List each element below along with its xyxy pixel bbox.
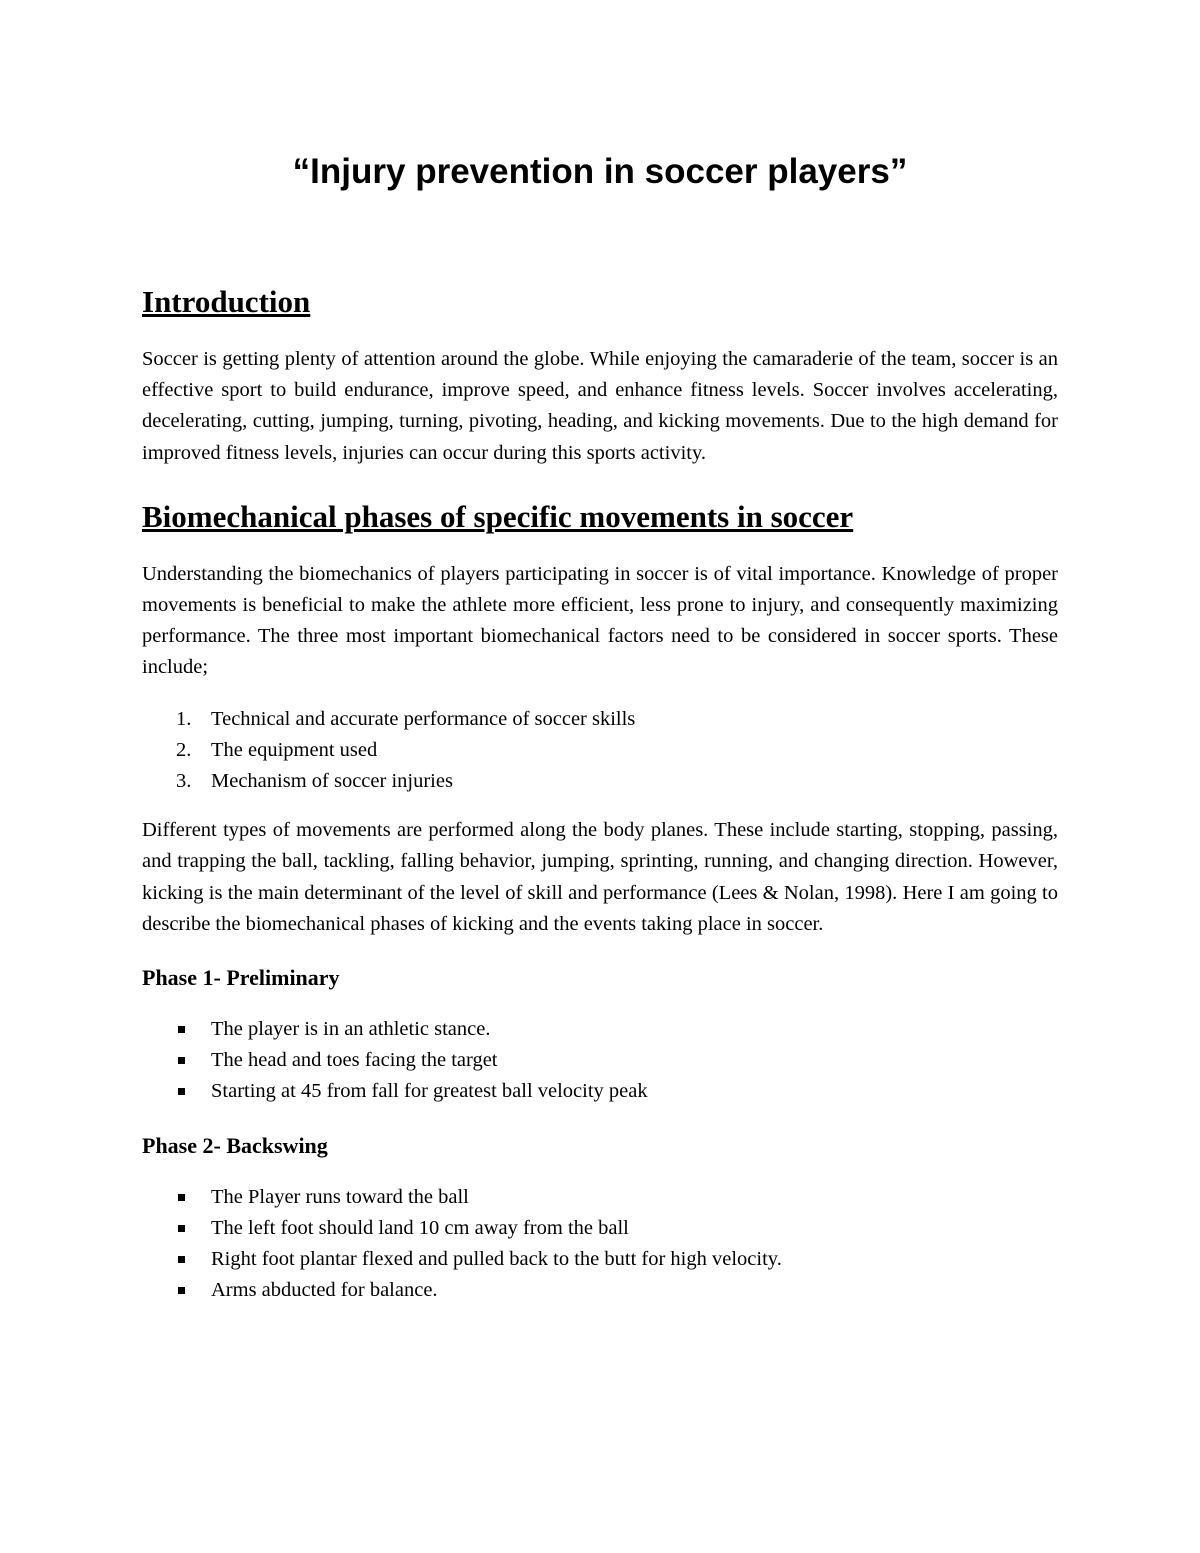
list-item-text: Starting at 45 from fall for greatest ball velocity peak: [211, 1080, 648, 1103]
biomechanics-paragraph: Understanding the biomechanics of players participating in soccer is of vital importance. Knowledge of proper movements is beneficial to make the athlete more efficient, less prone to injury, and consequently maximizing performance. The three most important biomechanical factors need to be considered in soccer sports. These include;: [142, 562, 1058, 679]
list-number: 2.: [176, 738, 192, 761]
biomechanics-heading: Biomechanical phases of specific movements in soccer: [142, 498, 854, 534]
list-item: [142, 1244, 1058, 1275]
list-item-text: Technical and accurate performance of soccer skills: [211, 707, 636, 730]
biomechanical-factors-list: [142, 704, 1058, 798]
square-bullet-icon: [178, 1225, 185, 1232]
list-item: [142, 1213, 1058, 1244]
introduction-heading: Introduction: [142, 284, 311, 319]
list-item: [142, 766, 1058, 797]
list-item-text: The equipment used: [211, 738, 378, 761]
phase-2-heading: Phase 2- Backswing: [142, 1132, 328, 1158]
document-title: “Injury prevention in soccer players”: [292, 152, 908, 191]
square-bullet-icon: [178, 1026, 185, 1033]
list-number: 1.: [176, 707, 192, 730]
list-item-text: Right foot plantar flexed and pulled back to the butt for high velocity.: [211, 1248, 782, 1271]
list-item-text: Mechanism of soccer injuries: [211, 770, 453, 793]
list-item: [142, 1076, 1058, 1107]
list-item-text: The head and toes facing the target: [211, 1049, 498, 1072]
square-bullet-icon: [178, 1256, 185, 1263]
square-bullet-icon: [178, 1287, 185, 1294]
list-item: [142, 735, 1058, 766]
list-item: [142, 1014, 1058, 1045]
movements-paragraph: Different types of movements are performed along the body planes. These include starting, stopping, passing, and trapping the ball, tackling, falling behavior, jumping, sprinting, running, and changing direction. However, kicking is the main determinant of the level of skill and performance (Lees & Nolan, 1998). Here I am going to describe the biomechanical phases of kicking and the events taking place in soccer.: [142, 819, 1058, 935]
list-item: [142, 1045, 1058, 1076]
introduction-paragraph: Soccer is getting plenty of attention around the globe. While enjoying the camaraderie of the team, soccer is an effective sport to build endurance, improve speed, and enhance fitness levels. Soccer involves accelerating, decelerating, cutting, jumping, turning, pivoting, heading, and kicking movements. Due to the high demand for improved fitness levels, injuries can occur during this sports activity.: [142, 348, 1058, 464]
list-item-text: Arms abducted for balance.: [211, 1279, 438, 1302]
square-bullet-icon: [178, 1194, 185, 1201]
phase-2-list: [142, 1182, 1058, 1307]
list-item: [142, 1182, 1058, 1213]
phase-1-list: [142, 1014, 1058, 1108]
list-item-text: The Player runs toward the ball: [211, 1185, 469, 1208]
list-item: [142, 1275, 1058, 1306]
document-body: [142, 280, 1058, 1306]
list-item-text: The left foot should land 10 cm away from the ball: [211, 1216, 629, 1239]
list-item: [142, 704, 1058, 735]
square-bullet-icon: [178, 1057, 185, 1064]
square-bullet-icon: [178, 1088, 185, 1095]
list-number: 3.: [176, 770, 192, 793]
phase-1-heading: Phase 1- Preliminary: [142, 965, 340, 991]
list-item-text: The player is in an athletic stance.: [211, 1018, 491, 1041]
